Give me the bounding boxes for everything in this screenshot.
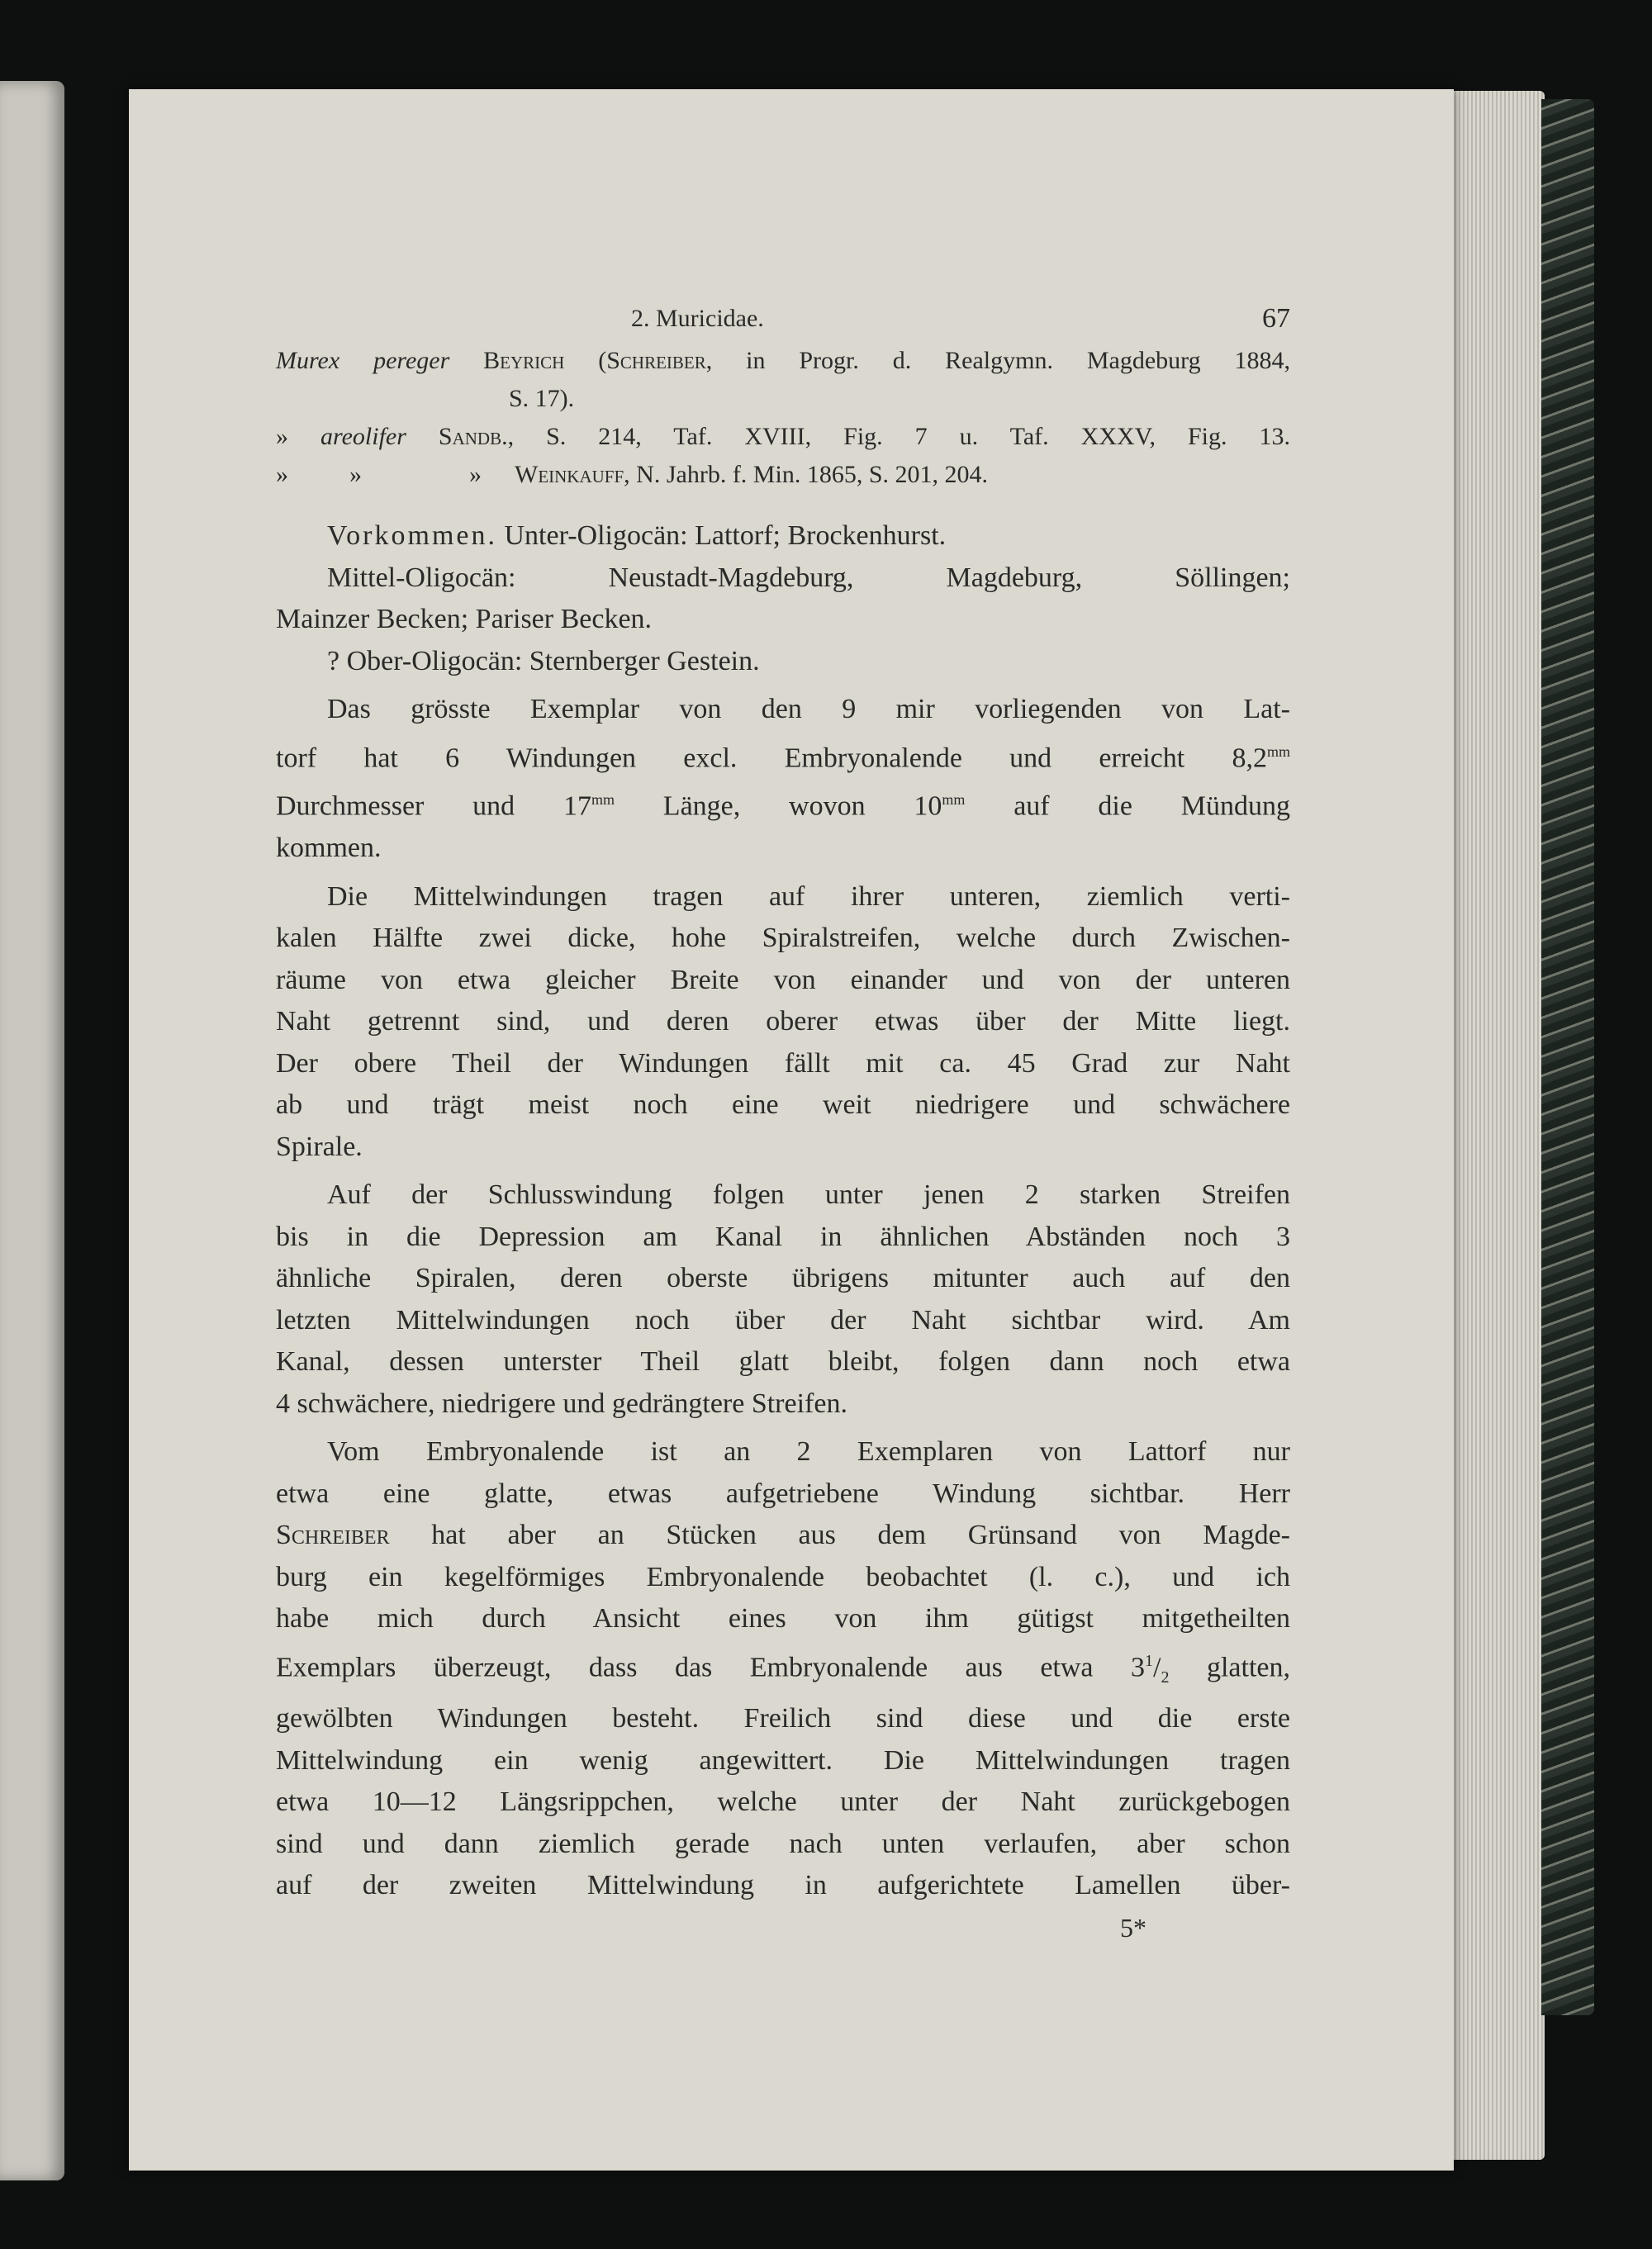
page-number: 67	[1262, 303, 1290, 334]
paragraph-whorls: Die Mittelwindungen tragen auf ihrer unteren, ziemlich verti- kalen Hälfte zwei dicke, hohe Spiralstreifen, welche durch Zwischen- räume von etwa gleicher Breite von einander und von der unteren Naht getrennt sind, und deren oberer etwas über der Mitte liegt. Der obere Theil der Windungen fällt mit ca. 45 Grad zur Naht ab und trägt meist noch eine weit niedrigere und schwächere Spirale.	[276, 880, 1290, 1162]
page-edge-stack	[1444, 91, 1545, 2160]
facing-page-edge	[0, 81, 64, 2180]
occurrence-paragraph: Vorkommen. Unter-Oligocän: Lattorf; Brockenhurst. Mittel-Oligocän: Neustadt-Magdeburg, Magdeburg, Söllingen; Mainzer Becken; Pariser Becken. ? Ober-Oligocän: Sternberger Gestein.	[276, 520, 1290, 676]
occurrence-label: Vorkommen.	[327, 520, 497, 551]
synonymy-line: S. 17).	[509, 385, 575, 412]
paragraph-embryonic: Vom Embryonalende ist an 2 Exemplaren von Lattorf nur etwa eine glatte, etwas aufgetriebene Windung sichtbar. Herr Schreiber hat aber an Stücken aus dem Grünsand von Magde- burg ein kegelförmiges Embryonalende beobachtet (l. c.), und ich habe mich durch Ansicht eines von ihm gütigst mitgetheilten Exemplars überzeugt, dass das Embryonalende aus etwa $3^1/_2$ glatten, gewölbten Windungen besteht. Freilich sind diese und die erste Mittelwindung ein wenig angewittert. Die Mittelwindungen tragen etwa 10—12 Längsrippchen, welche unter der Naht zurückgebogen sind und dann ziemlich gerade nach unten verlaufen, aber schon auf der zweiten Mittelwindung in aufgerichtete Lamellen über-	[276, 1436, 1290, 1901]
signature-mark: 5*	[1120, 1913, 1146, 1943]
running-head	[276, 296, 1290, 342]
synonymy-line: Murex pereger Beyrich (Schreiber, in Progr. d. Realgymn. Magdeburg 1884,	[276, 347, 1290, 374]
paragraph-last-whorl: Auf der Schlusswindung folgen unter jenen 2 starken Streifen bis in die Depression am Kanal in ähnlichen Abständen noch 3 ähnliche Spiralen, deren oberste übrigens mitunter auch auf den letzten Mittelwindungen noch über der Naht sichtbar wird. Am Kanal, dessen unterster Theil glatt bleibt, folgen dann noch etwa 4 schwächere, niedrigere und gedrängtere Streifen.	[276, 1179, 1290, 1419]
synonymy-list	[276, 342, 1290, 494]
page-text	[276, 296, 1290, 1907]
synonymy-line: » areolifer Sandb., S. 214, Taf. XVIII, Fig. 7 u. Taf. XXXV, Fig. 13.	[276, 423, 1291, 450]
section-title: 2. Muricidae.	[631, 305, 764, 332]
book-cover-edge	[1541, 99, 1594, 2015]
book-page	[129, 89, 1454, 2171]
synonymy-line: » » » Weinkauff, N. Jahrb. f. Min. 1865, S. 201, 204.	[276, 461, 989, 488]
paragraph-size: Das grösste Exemplar von den 9 mir vorliegenden von Lat- torf hat 6 Windungen excl. Embryonalende und erreicht $8,2^{mm}$ Durchmesser und $17^{mm}$ Länge, wovon $10^{mm}$ auf die Mündung kommen.	[276, 694, 1290, 864]
